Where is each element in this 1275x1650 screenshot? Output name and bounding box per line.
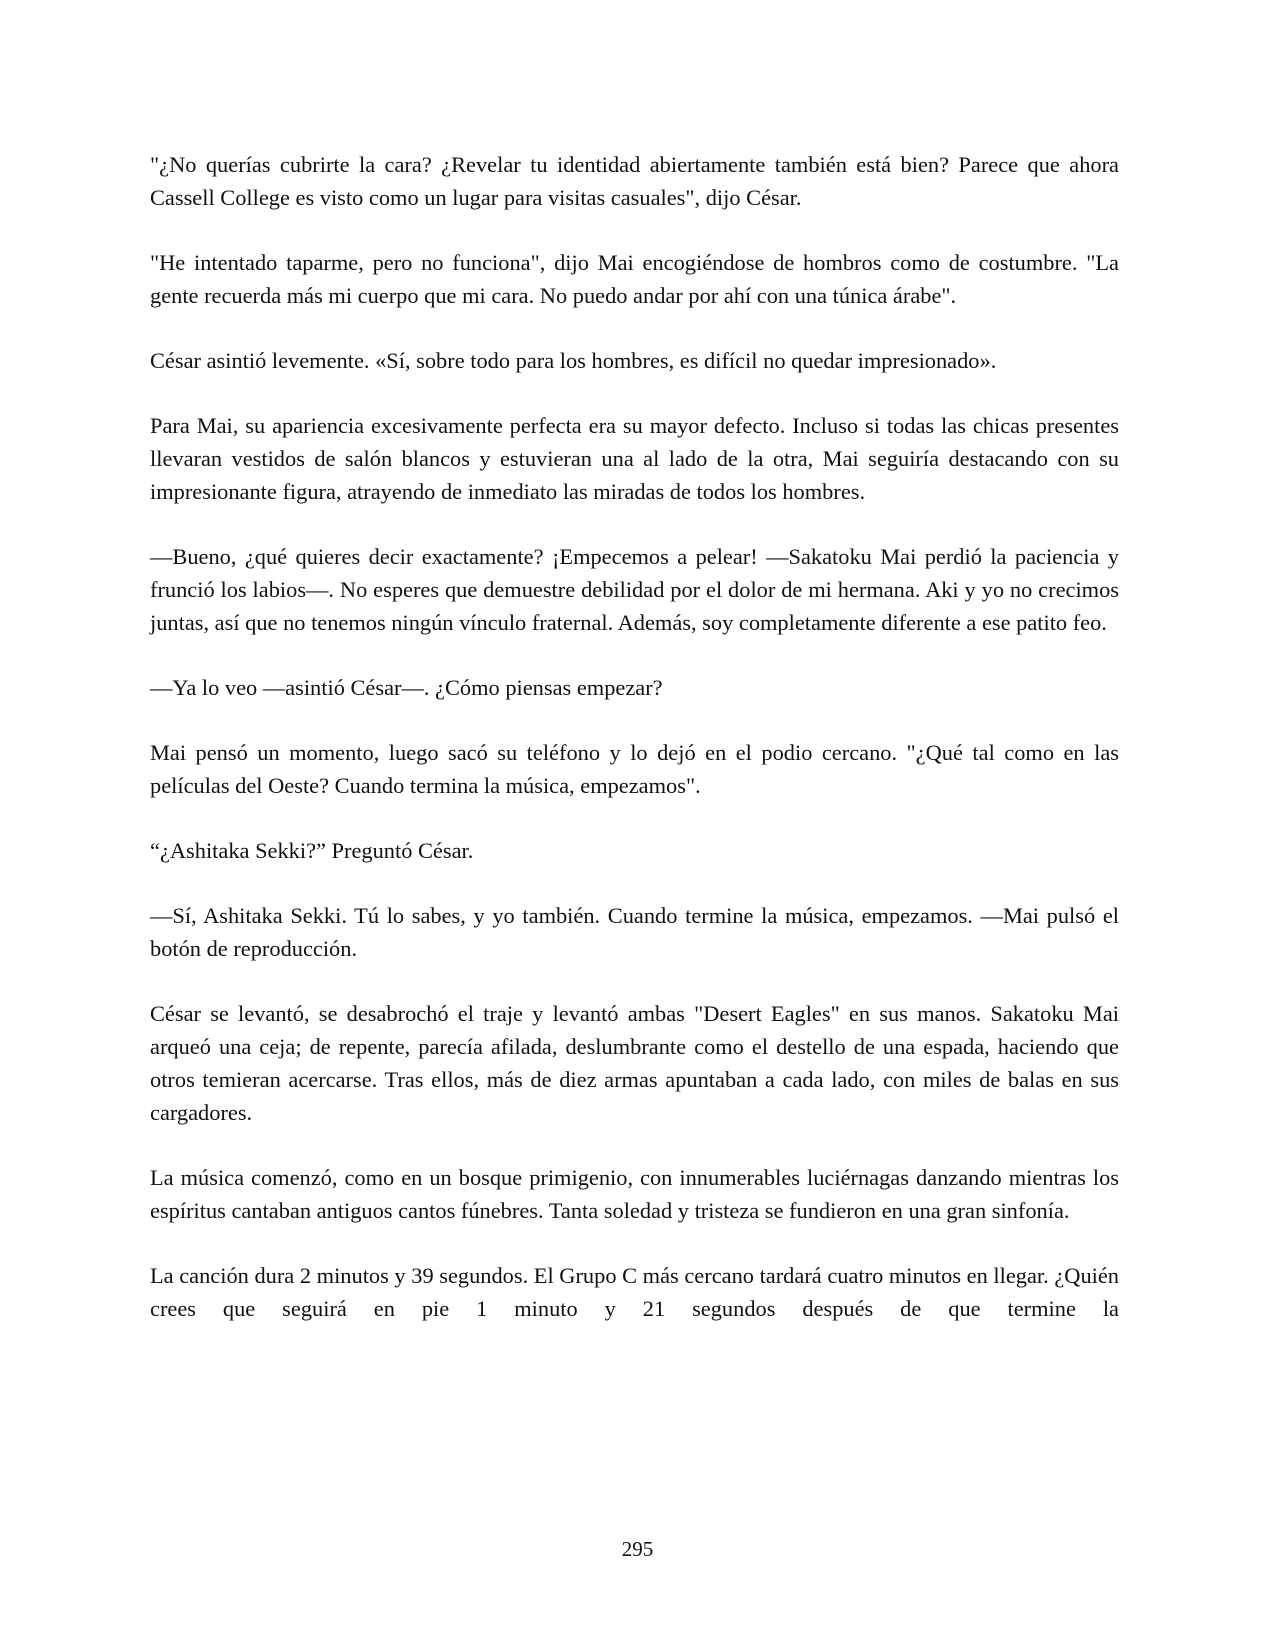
paragraph: La música comenzó, como en un bosque primigenio, con innumerables luciérnagas danzando mientras los espíritus cantaban antiguos cantos fúnebres. Tanta soledad y tristeza se fundieron en una gran sinfonía.: [150, 1165, 1119, 1223]
paragraph: "¿No querías cubrirte la cara? ¿Revelar tu identidad abiertamente también está bien? Parece que ahora Cassell College es visto como un lugar para visitas casuales", dijo César.: [150, 152, 1119, 210]
paragraph: —Sí, Ashitaka Sekki. Tú lo sabes, y yo también. Cuando termine la música, empezamos. —Mai pulsó el botón de reproducción.: [150, 903, 1119, 961]
paragraph: La canción dura 2 minutos y 39 segundos. El Grupo C más cercano tardará cuatro minutos en llegar. ¿Quién crees que seguirá en pie 1 minuto y 21 segundos después de que termine la: [150, 1263, 1119, 1321]
paragraph: César se levantó, se desabrochó el traje y levantó ambas "Desert Eagles" en sus manos. Sakatoku Mai arqueó una ceja; de repente, parecía afilada, deslumbrante como el destello de una espada, haciendo que otros temieran acercarse. Tras ellos, más de diez armas apuntaban a cada lado, con miles de balas en sus cargadores.: [150, 1001, 1119, 1125]
paragraph: Para Mai, su apariencia excesivamente perfecta era su mayor defecto. Incluso si todas las chicas presentes llevaran vestidos de salón blancos y estuvieran una al lado de la otra, Mai seguiría destacando con su impresionante figura, atrayendo de inmediato las miradas de todos los hombres.: [150, 413, 1119, 504]
paragraph: “¿Ashitaka Sekki?” Preguntó César.: [150, 838, 474, 863]
paragraph: Mai pensó un momento, luego sacó su teléfono y lo dejó en el podio cercano. "¿Qué tal como en las películas del Oeste? Cuando termina la música, empezamos".: [150, 740, 1119, 798]
paragraph: —Bueno, ¿qué quieres decir exactamente? ¡Empecemos a pelear! —Sakatoku Mai perdió la paciencia y frunció los labios—. No esperes que demuestre debilidad por el dolor de mi hermana. Aki y yo no crecimos juntas, así que no tenemos ningún vínculo fraternal. Además, soy completamente diferente a ese patito feo.: [150, 544, 1119, 635]
paragraph: —Ya lo veo —asintió César—. ¿Cómo piensas empezar?: [150, 675, 663, 700]
paragraph: César asintió levemente. «Sí, sobre todo para los hombres, es difícil no quedar impresionado».: [150, 348, 997, 373]
paragraph: "He intentado taparme, pero no funciona", dijo Mai encogiéndose de hombros como de costumbre. "La gente recuerda más mi cuerpo que mi cara. No puedo andar por ahí con una túnica árabe".: [150, 250, 1119, 308]
page-number: 295: [621, 1537, 654, 1561]
page-body: [150, 148, 1119, 1325]
